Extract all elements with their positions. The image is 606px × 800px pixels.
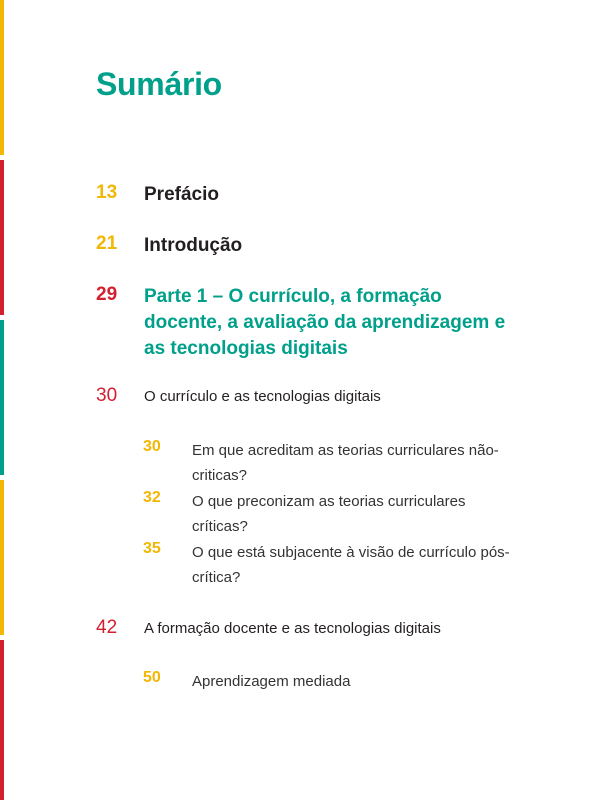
page-number: 29 bbox=[96, 284, 118, 305]
edge-bar-yellow-lower bbox=[0, 480, 4, 635]
entry-title: Aprendizagem mediada bbox=[192, 673, 351, 690]
entry-title: Parte 1 – O currículo, a formação docente, a avaliação da aprendizagem e as tecnologias digitais bbox=[144, 286, 506, 359]
page-number: 30 bbox=[143, 438, 161, 455]
edge-bar-red-upper bbox=[0, 160, 4, 315]
page-number: 13 bbox=[96, 182, 118, 203]
page-number: 50 bbox=[143, 669, 161, 686]
page-number: 30 bbox=[96, 385, 118, 406]
entry-title: O que preconizam as teorias curriculares críticas? bbox=[192, 493, 466, 535]
page-number: 42 bbox=[96, 617, 118, 638]
entry-title: O que está subjacente à visão de currículo pós-crítica? bbox=[192, 544, 510, 586]
entry-title: Em que acreditam as teorias curriculares não-criticas? bbox=[192, 442, 499, 484]
page-number: 35 bbox=[143, 540, 161, 557]
edge-bar-red-bottom bbox=[0, 640, 4, 800]
entry-title: O currículo e as tecnologias digitais bbox=[144, 388, 381, 405]
page-number: 32 bbox=[143, 489, 161, 506]
page-title: Sumário bbox=[96, 66, 222, 102]
page-number: 21 bbox=[96, 233, 118, 254]
entry-title: Introdução bbox=[144, 235, 243, 256]
edge-bar-yellow-top bbox=[0, 0, 4, 155]
entry-title: A formação docente e as tecnologias digitais bbox=[144, 620, 441, 637]
entry-title: Prefácio bbox=[144, 184, 219, 205]
edge-bar-green bbox=[0, 320, 4, 475]
